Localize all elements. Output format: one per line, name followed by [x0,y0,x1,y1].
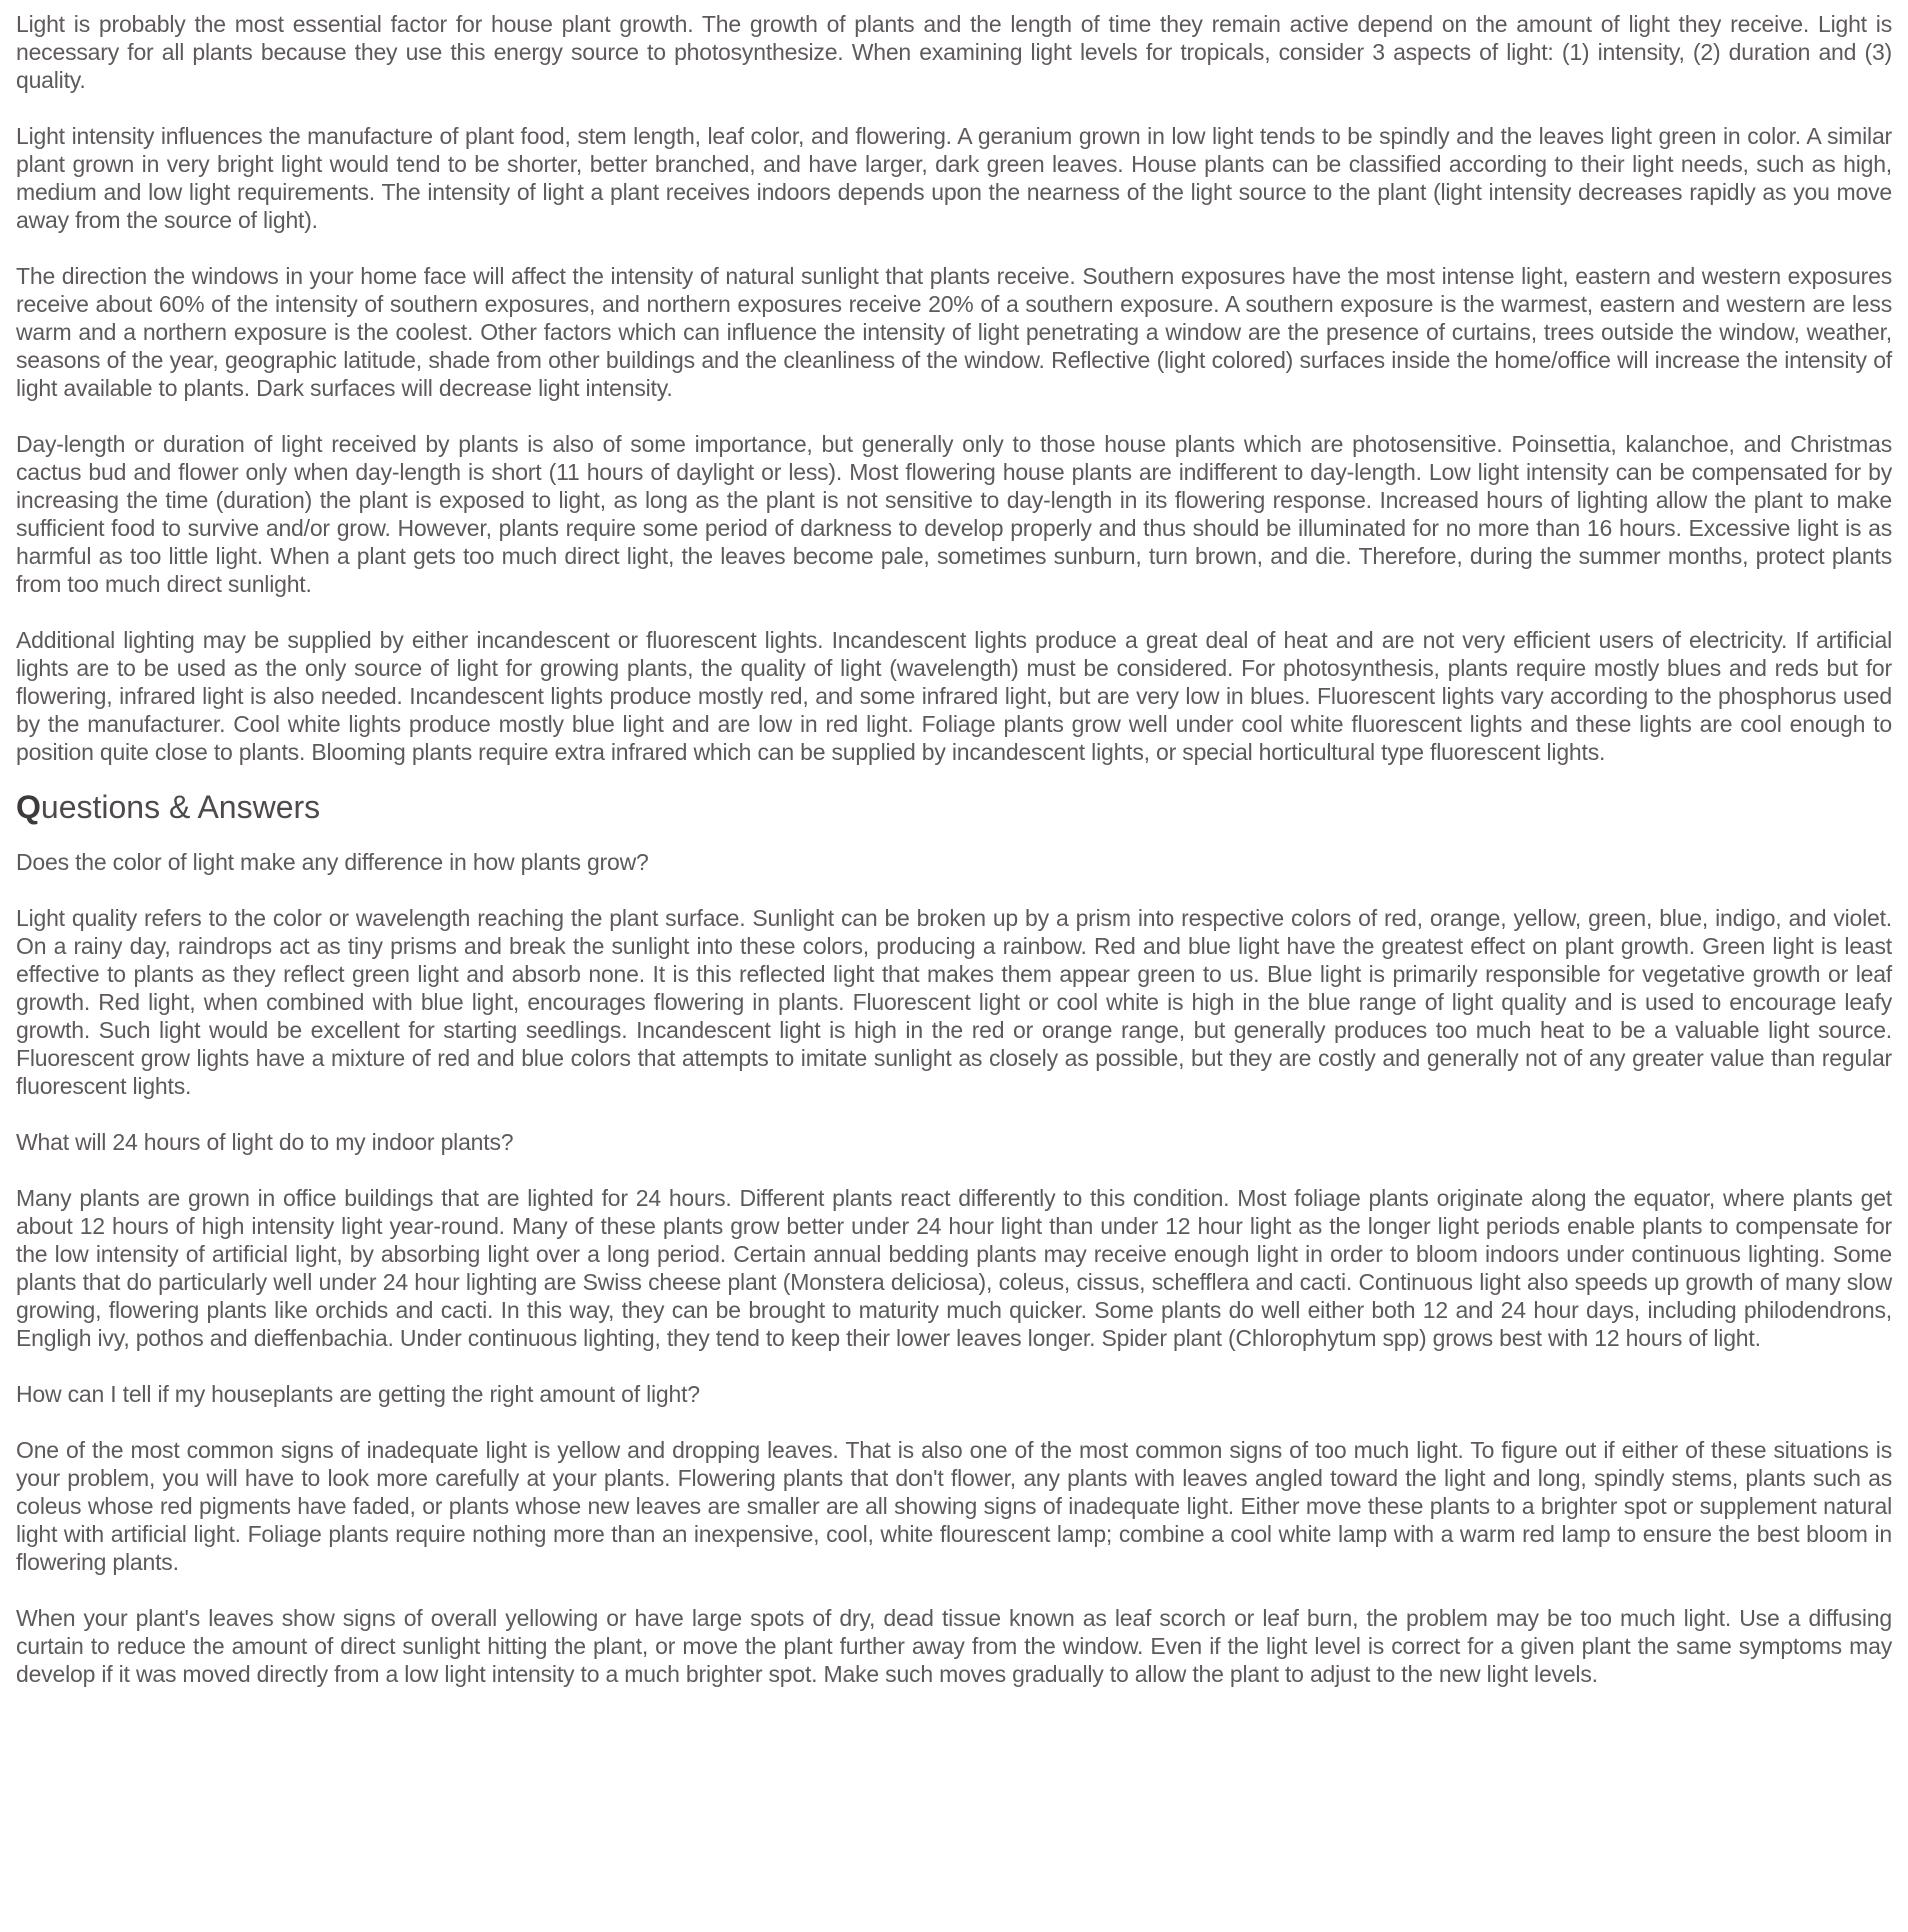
qa-question-3: How can I tell if my houseplants are getting the right amount of light? [16,1381,700,1407]
qa-heading-rest: uestions & Answers [40,789,321,825]
intro-paragraph-3: The direction the windows in your home face will affect the intensity of natural sunlight that plants receive. Southern exposures have the most intense light, eastern and western exposures receive about 60% of the intensity of southern exposures, and northern exposures receive 20% of a southern exposure. A southern exposure is the warmest, eastern and western are less warm and a northern exposure is the coolest. Other factors which can influence the intensity of light penetrating a window are the presence of curtains, trees outside the window, weather, seasons of the year, geographic latitude, shade from other buildings and the cleanliness of the window. Reflective (light colored) surfaces inside the home/office will increase the intensity of light available to plants. Dark surfaces will decrease light intensity. [16,263,1892,401]
intro-paragraph-2: Light intensity influences the manufacture of plant food, stem length, leaf color, and flowering. A geranium grown in low light tends to be spindly and the leaves light green in color. A similar plant grown in very bright light would tend to be shorter, better branched, and have larger, dark green leaves. House plants can be classified according to their light needs, such as high, medium and low light requirements. The intensity of light a plant receives indoors depends upon the nearness of the light source to the plant (light intensity decreases rapidly as you move away from the source of light). [16,123,1892,233]
intro-paragraph-5: Additional lighting may be supplied by either incandescent or fluorescent lights. Incandescent lights produce a great deal of heat and are not very efficient users of electricity. If artificial lights are to be used as the only source of light for growing plants, the quality of light (wavelength) must be considered. For photosynthesis, plants require mostly blues and reds but for flowering, infrared light is also needed. Incandescent lights produce mostly red, and some infrared light, but are very low in blues. Fluorescent lights vary according to the phosphorus used by the manufacturer. Cool white lights produce mostly blue light and are low in red light. Foliage plants grow well under cool white fluorescent lights and these lights are cool enough to position quite close to plants. Blooming plants require extra infrared which can be supplied by incandescent lights, or special horticultural type fluorescent lights. [16,627,1892,765]
qa-heading-initial: Q [16,789,41,825]
intro-paragraph-1: Light is probably the most essential factor for house plant growth. The growth of plants and the length of time they remain active depend on the amount of light they receive. Light is necessary for all plants because they use this energy source to photosynthesize. When examining light levels for tropicals, consider 3 aspects of light: (1) intensity, (2) duration and (3) quality. [16,11,1892,93]
qa-answer-3-part-1: One of the most common signs of inadequate light is yellow and dropping leaves. That is also one of the most common signs of too much light. To figure out if either of these situations is your problem, you will have to look more carefully at your plants. Flowering plants that don't flower, any plants with leaves angled toward the light and long, spindly stems, plants such as coleus whose red pigments have faded, or plants whose new leaves are smaller are all showing signs of inadequate light. Either move these plants to a brighter spot or supplement natural light with artificial light. Foliage plants require nothing more than an inexpensive, cool, white flourescent lamp; combine a cool white lamp with a warm red lamp to ensure the best bloom in flowering plants. [16,1437,1892,1575]
qa-answer-1: Light quality refers to the color or wavelength reaching the plant surface. Sunlight can be broken up by a prism into respective colors of red, orange, yellow, green, blue, indigo, and violet. On a rainy day, raindrops act as tiny prisms and break the sunlight into these colors, producing a rainbow. Red and blue light have the greatest effect on plant growth. Green light is least effective to plants as they reflect green light and absorb none. It is this reflected light that makes them appear green to us. Blue light is primarily responsible for vegetative growth or leaf growth. Red light, when combined with blue light, encourages flowering in plants. Fluorescent light or cool white is high in the blue range of light quality and is used to encourage leafy growth. Such light would be excellent for starting seedlings. Incandescent light is high in the red or orange range, but generally produces too much heat to be a valuable light source. Fluorescent grow lights have a mixture of red and blue colors that attempts to imitate sunlight as closely as possible, but they are costly and generally not of any greater value than regular fluorescent lights. [16,905,1892,1099]
qa-section-heading [16,787,1892,827]
qa-question-1: Does the color of light make any difference in how plants grow? [16,849,649,875]
qa-question-2: What will 24 hours of light do to my indoor plants? [16,1129,514,1155]
qa-answer-2: Many plants are grown in office buildings that are lighted for 24 hours. Different plants react differently to this condition. Most foliage plants originate along the equator, where plants get about 12 hours of high intensity light year-round. Many of these plants grow better under 24 hour light than under 12 hour light as the longer light periods enable plants to compensate for the low intensity of artificial light, by absorbing light over a long period. Certain annual bedding plants may receive enough light in order to bloom indoors under continuous lighting. Some plants that do particularly well under 24 hour lighting are Swiss cheese plant (Monstera deliciosa), coleus, cissus, schefflera and cacti. Continuous light also speeds up growth of many slow growing, flowering plants like orchids and cacti. In this way, they can be brought to maturity much quicker. Some plants do well either both 12 and 24 hour days, including philodendrons, Engligh ivy, pothos and dieffenbachia. Under continuous lighting, they tend to keep their lower leaves longer. Spider plant (Chlorophytum spp) grows best with 12 hours of light. [16,1185,1892,1351]
intro-paragraph-4: Day-length or duration of light received by plants is also of some importance, but generally only to those house plants which are photosensitive. Poinsettia, kalanchoe, and Christmas cactus bud and flower only when day-length is short (11 hours of daylight or less). Most flowering house plants are indifferent to day-length. Low light intensity can be compensated for by increasing the time (duration) the plant is exposed to light, as long as the plant is not sensitive to day-length in its flowering response. Increased hours of lighting allow the plant to make sufficient food to survive and/or grow. However, plants require some period of darkness to develop properly and thus should be illuminated for no more than 16 hours. Excessive light is as harmful as too little light. When a plant gets too much direct light, the leaves become pale, sometimes sunburn, turn brown, and die. Therefore, during the summer months, protect plants from too much direct sunlight. [16,431,1892,597]
qa-answer-3-part-2: When your plant's leaves show signs of overall yellowing or have large spots of dry, dead tissue known as leaf scorch or leaf burn, the problem may be too much light. Use a diffusing curtain to reduce the amount of direct sunlight hitting the plant, or move the plant further away from the window. Even if the light level is correct for a given plant the same symptoms may develop if it was moved directly from a low light intensity to a much brighter spot. Make such moves gradually to allow the plant to adjust to the new light levels. [16,1605,1892,1687]
